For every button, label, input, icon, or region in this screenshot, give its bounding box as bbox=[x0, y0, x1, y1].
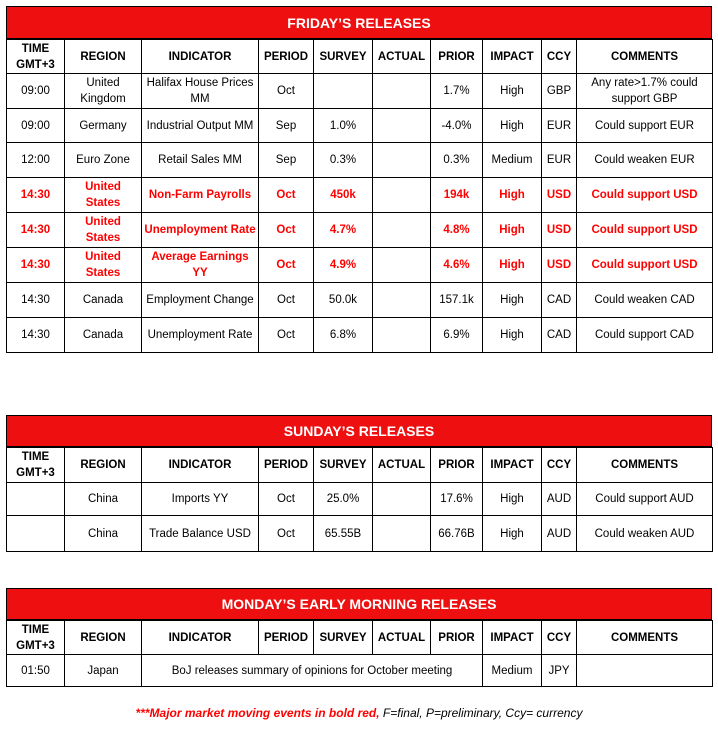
ccy-cell: EUR bbox=[542, 143, 577, 178]
ccy-cell: AUD bbox=[542, 483, 577, 516]
impact-cell: High bbox=[483, 483, 542, 516]
column-header: SURVEY bbox=[314, 621, 373, 655]
indicator-cell: Unemployment Rate bbox=[142, 318, 259, 353]
period-cell: Sep bbox=[259, 143, 314, 178]
sunday-title: SUNDAY’S RELEASES bbox=[6, 415, 712, 447]
column-header: COMMENTS bbox=[577, 40, 713, 74]
comments-cell: Could weaken EUR bbox=[577, 143, 713, 178]
indicator-cell: Unemployment Rate bbox=[142, 213, 259, 248]
column-header: TIME GMT+3 bbox=[7, 448, 65, 483]
period-cell: Oct bbox=[259, 74, 314, 109]
impact-cell: Medium bbox=[483, 143, 542, 178]
column-header: TIME GMT+3 bbox=[7, 621, 65, 655]
time-cell bbox=[7, 516, 65, 552]
column-header: IMPACT bbox=[483, 448, 542, 483]
sunday-section bbox=[6, 415, 712, 552]
footer-major-note: ***Major market moving events in bold red, bbox=[135, 706, 380, 720]
region-cell: Euro Zone bbox=[65, 143, 142, 178]
column-header: REGION bbox=[65, 448, 142, 483]
prior-cell: 0.3% bbox=[431, 143, 483, 178]
region-cell: Germany bbox=[65, 109, 142, 143]
actual-cell bbox=[373, 178, 431, 213]
column-header: COMMENTS bbox=[577, 621, 713, 655]
region-cell: China bbox=[65, 516, 142, 552]
region-cell: China bbox=[65, 483, 142, 516]
column-header: CCY bbox=[542, 621, 577, 655]
region-cell: United States bbox=[65, 213, 142, 248]
actual-cell bbox=[373, 74, 431, 109]
actual-cell bbox=[373, 483, 431, 516]
comments-cell: Could support AUD bbox=[577, 483, 713, 516]
column-header: INDICATOR bbox=[142, 40, 259, 74]
period-cell: Oct bbox=[259, 516, 314, 552]
prior-cell: 157.1k bbox=[431, 283, 483, 318]
friday-section bbox=[6, 6, 712, 353]
header-row bbox=[7, 448, 713, 483]
actual-cell bbox=[373, 213, 431, 248]
ccy-cell: GBP bbox=[542, 74, 577, 109]
indicator-cell: Trade Balance USD bbox=[142, 516, 259, 552]
period-cell: Oct bbox=[259, 178, 314, 213]
column-header: CCY bbox=[542, 40, 577, 74]
time-cell: 14:30 bbox=[7, 318, 65, 353]
event-cell: BoJ releases summary of opinions for October meeting bbox=[142, 655, 483, 687]
impact-cell: High bbox=[483, 74, 542, 109]
column-header: SURVEY bbox=[314, 40, 373, 74]
table-row bbox=[7, 483, 713, 516]
column-header: ACTUAL bbox=[373, 40, 431, 74]
table-row bbox=[7, 516, 713, 552]
time-cell bbox=[7, 483, 65, 516]
ccy-cell: JPY bbox=[542, 655, 577, 687]
impact-cell: High bbox=[483, 516, 542, 552]
time-cell: 14:30 bbox=[7, 283, 65, 318]
survey-cell: 0.3% bbox=[314, 143, 373, 178]
column-header: SURVEY bbox=[314, 448, 373, 483]
survey-cell: 25.0% bbox=[314, 483, 373, 516]
comments-cell: Could support USD bbox=[577, 178, 713, 213]
survey-cell: 450k bbox=[314, 178, 373, 213]
comments-cell: Could support EUR bbox=[577, 109, 713, 143]
ccy-cell: USD bbox=[542, 248, 577, 283]
monday-section bbox=[6, 588, 712, 687]
impact-cell: High bbox=[483, 213, 542, 248]
column-header: ACTUAL bbox=[373, 621, 431, 655]
time-cell: 14:30 bbox=[7, 213, 65, 248]
time-cell: 12:00 bbox=[7, 143, 65, 178]
column-header: PRIOR bbox=[431, 40, 483, 74]
comments-cell: Could support CAD bbox=[577, 318, 713, 353]
column-header: INDICATOR bbox=[142, 621, 259, 655]
survey-cell bbox=[314, 74, 373, 109]
region-cell: United States bbox=[65, 248, 142, 283]
survey-cell: 4.9% bbox=[314, 248, 373, 283]
footer-note bbox=[0, 706, 718, 720]
region-cell: Canada bbox=[65, 318, 142, 353]
indicator-cell: Average Earnings YY bbox=[142, 248, 259, 283]
time-cell: 01:50 bbox=[7, 655, 65, 687]
time-cell: 09:00 bbox=[7, 74, 65, 109]
column-header: PERIOD bbox=[259, 448, 314, 483]
survey-cell: 50.0k bbox=[314, 283, 373, 318]
impact-cell: Medium bbox=[483, 655, 542, 687]
sunday-table bbox=[6, 447, 713, 552]
ccy-cell: CAD bbox=[542, 283, 577, 318]
comments-cell: Any rate>1.7% could support GBP bbox=[577, 74, 713, 109]
column-header: TIME GMT+3 bbox=[7, 40, 65, 74]
prior-cell: 4.8% bbox=[431, 213, 483, 248]
impact-cell: High bbox=[483, 109, 542, 143]
ccy-cell: USD bbox=[542, 213, 577, 248]
survey-cell: 4.7% bbox=[314, 213, 373, 248]
table-row bbox=[7, 109, 713, 143]
table-row bbox=[7, 655, 713, 687]
header-row bbox=[7, 40, 713, 74]
ccy-cell: USD bbox=[542, 178, 577, 213]
prior-cell: 1.7% bbox=[431, 74, 483, 109]
table-row bbox=[7, 318, 713, 353]
ccy-cell: AUD bbox=[542, 516, 577, 552]
region-cell: United Kingdom bbox=[65, 74, 142, 109]
prior-cell: 17.6% bbox=[431, 483, 483, 516]
column-header: PRIOR bbox=[431, 621, 483, 655]
table-row bbox=[7, 283, 713, 318]
table-row bbox=[7, 178, 713, 213]
prior-cell: 66.76B bbox=[431, 516, 483, 552]
period-cell: Oct bbox=[259, 318, 314, 353]
comments-cell: Could support USD bbox=[577, 248, 713, 283]
column-header: IMPACT bbox=[483, 621, 542, 655]
comments-cell bbox=[577, 655, 713, 687]
region-cell: Japan bbox=[65, 655, 142, 687]
impact-cell: High bbox=[483, 318, 542, 353]
column-header: CCY bbox=[542, 448, 577, 483]
column-header: PERIOD bbox=[259, 621, 314, 655]
column-header: ACTUAL bbox=[373, 448, 431, 483]
table-row bbox=[7, 248, 713, 283]
period-cell: Oct bbox=[259, 483, 314, 516]
comments-cell: Could support USD bbox=[577, 213, 713, 248]
column-header: PERIOD bbox=[259, 40, 314, 74]
period-cell: Sep bbox=[259, 109, 314, 143]
prior-cell: 6.9% bbox=[431, 318, 483, 353]
table-row bbox=[7, 213, 713, 248]
period-cell: Oct bbox=[259, 283, 314, 318]
survey-cell: 1.0% bbox=[314, 109, 373, 143]
column-header: PRIOR bbox=[431, 448, 483, 483]
actual-cell bbox=[373, 109, 431, 143]
friday-title: FRIDAY’S RELEASES bbox=[6, 6, 712, 39]
actual-cell bbox=[373, 248, 431, 283]
time-cell: 14:30 bbox=[7, 178, 65, 213]
monday-table bbox=[6, 620, 713, 687]
table-row bbox=[7, 74, 713, 109]
header-row bbox=[7, 621, 713, 655]
column-header: INDICATOR bbox=[142, 448, 259, 483]
friday-table bbox=[6, 39, 713, 353]
survey-cell: 6.8% bbox=[314, 318, 373, 353]
actual-cell bbox=[373, 283, 431, 318]
column-header: REGION bbox=[65, 621, 142, 655]
survey-cell: 65.55B bbox=[314, 516, 373, 552]
table-row bbox=[7, 143, 713, 178]
period-cell: Oct bbox=[259, 248, 314, 283]
indicator-cell: Imports YY bbox=[142, 483, 259, 516]
time-cell: 14:30 bbox=[7, 248, 65, 283]
prior-cell: 194k bbox=[431, 178, 483, 213]
impact-cell: High bbox=[483, 248, 542, 283]
region-cell: Canada bbox=[65, 283, 142, 318]
comments-cell: Could weaken AUD bbox=[577, 516, 713, 552]
impact-cell: High bbox=[483, 283, 542, 318]
period-cell: Oct bbox=[259, 213, 314, 248]
prior-cell: -4.0% bbox=[431, 109, 483, 143]
indicator-cell: Employment Change bbox=[142, 283, 259, 318]
comments-cell: Could weaken CAD bbox=[577, 283, 713, 318]
indicator-cell: Halifax House Prices MM bbox=[142, 74, 259, 109]
actual-cell bbox=[373, 516, 431, 552]
column-header: IMPACT bbox=[483, 40, 542, 74]
time-cell: 09:00 bbox=[7, 109, 65, 143]
indicator-cell: Retail Sales MM bbox=[142, 143, 259, 178]
column-header: COMMENTS bbox=[577, 448, 713, 483]
ccy-cell: CAD bbox=[542, 318, 577, 353]
monday-title: MONDAY’S EARLY MORNING RELEASES bbox=[6, 588, 712, 620]
footer-legend: F=final, P=preliminary, Ccy= currency bbox=[379, 706, 583, 720]
region-cell: United States bbox=[65, 178, 142, 213]
actual-cell bbox=[373, 318, 431, 353]
column-header: REGION bbox=[65, 40, 142, 74]
impact-cell: High bbox=[483, 178, 542, 213]
indicator-cell: Industrial Output MM bbox=[142, 109, 259, 143]
indicator-cell: Non-Farm Payrolls bbox=[142, 178, 259, 213]
ccy-cell: EUR bbox=[542, 109, 577, 143]
prior-cell: 4.6% bbox=[431, 248, 483, 283]
actual-cell bbox=[373, 143, 431, 178]
